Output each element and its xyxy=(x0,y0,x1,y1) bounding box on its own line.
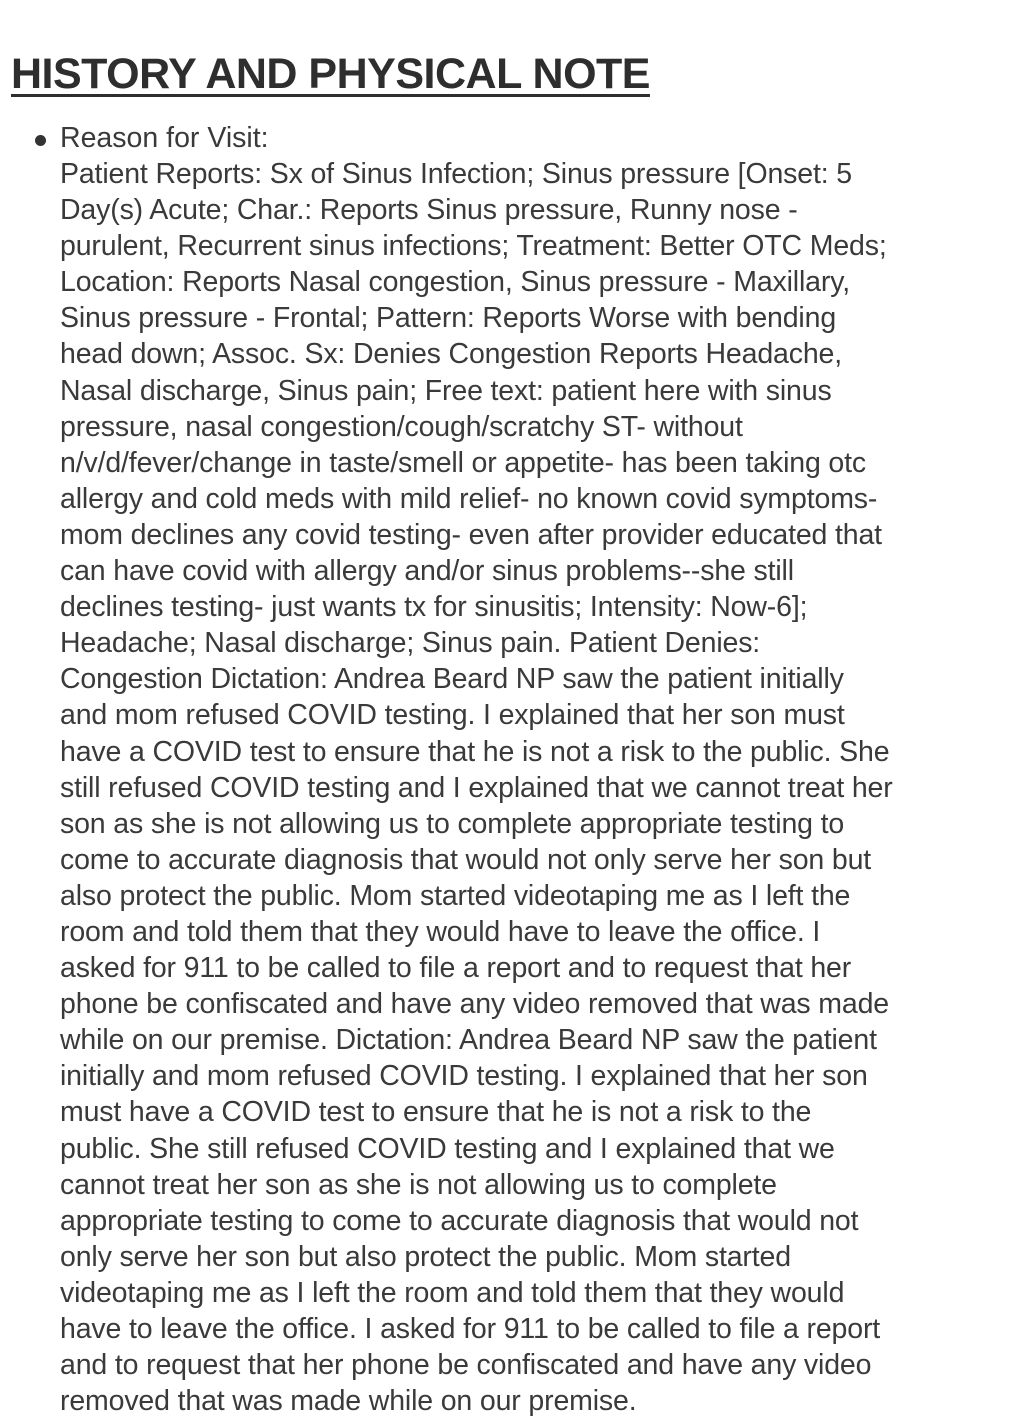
body-text-line: public. She still refused COVID testing and I explained that we xyxy=(60,1132,835,1165)
body-text-line: head down; Assoc. Sx: Denies Congestion Reports Headache, xyxy=(60,338,843,371)
body-text-line: come to accurate diagnosis that would not only serve her son but xyxy=(60,843,872,876)
body-text-line: allergy and cold meds with mild relief- no known covid symptoms- xyxy=(60,482,878,515)
body-text-line: room and told them that they would have to leave the office. I xyxy=(60,915,821,948)
body-text-line: Patient Reports: Sx of Sinus Infection; Sinus pressure [Onset: 5 xyxy=(60,158,852,190)
body-text-line: have to leave the office. I asked for 911 to be called to file a report xyxy=(60,1313,881,1345)
body-text-line: Location: Reports Nasal congestion, Sinus pressure - Maxillary, xyxy=(60,266,850,299)
body-text-line: also protect the public. Mom started videotaping me as I left the xyxy=(60,879,851,912)
section-label: Reason for Visit: xyxy=(60,122,269,154)
body-text-line: have a COVID test to ensure that he is not a risk to the public. She xyxy=(60,735,890,768)
body-text-line: cannot treat her son as she is not allowing us to complete xyxy=(60,1168,777,1201)
body-text-line: phone be confiscated and have any video removed that was made xyxy=(60,988,889,1021)
body-text-line: only serve her son but also protect the public. Mom started xyxy=(60,1240,791,1273)
body-text-line: purulent, Recurrent sinus infections; Treatment: Better OTC Meds; xyxy=(60,230,887,263)
body-text-line: can have covid with allergy and/or sinus problems--she still xyxy=(60,555,794,588)
body-text-line: son as she is not allowing us to complete appropriate testing to xyxy=(60,807,845,840)
body-text-line: declines testing- just wants tx for sinusitis; Intensity: Now-6]; xyxy=(60,591,808,624)
body-text-line: Sinus pressure - Frontal; Pattern: Reports Worse with bending xyxy=(60,302,837,335)
body-text-line: still refused COVID testing and I explained that we cannot treat her xyxy=(60,771,893,804)
body-text-line: videotaping me as I left the room and told them that they would xyxy=(60,1276,845,1309)
body-text-line: asked for 911 to be called to file a report and to request that her xyxy=(60,952,852,985)
bullet-icon xyxy=(35,135,46,146)
body-text-line: and mom refused COVID testing. I explained that her son must xyxy=(60,699,845,732)
body-text-line: Day(s) Acute; Char.: Reports Sinus pressure, Runny nose - xyxy=(60,194,798,227)
body-text-line: while on our premise. Dictation: Andrea Beard NP saw the patient xyxy=(60,1024,877,1057)
body-text-line: and to request that her phone be confiscated and have any video xyxy=(60,1349,872,1382)
body-text-line: Nasal discharge, Sinus pain; Free text: patient here with sinus xyxy=(60,374,832,407)
page-title: HISTORY AND PHYSICAL NOTE xyxy=(11,50,650,98)
body-text-line: appropriate testing to come to accurate diagnosis that would not xyxy=(60,1204,859,1237)
section-body xyxy=(60,156,1010,1419)
body-text-line: must have a COVID test to ensure that he is not a risk to the xyxy=(60,1096,812,1129)
body-text-line: Headache; Nasal discharge; Sinus pain. Patient Denies: xyxy=(60,627,761,660)
body-text-line: removed that was made while on our premise. xyxy=(60,1385,637,1418)
body-text-line: initially and mom refused COVID testing. I explained that her son xyxy=(60,1060,868,1093)
body-text-line: mom declines any covid testing- even after provider educated that xyxy=(60,518,882,551)
body-text-line: n/v/d/fever/change in taste/smell or appetite- has been taking otc xyxy=(60,446,866,479)
body-text-line: pressure, nasal congestion/cough/scratchy ST- without xyxy=(60,410,743,443)
body-text-line: Congestion Dictation: Andrea Beard NP saw the patient initially xyxy=(60,663,844,696)
